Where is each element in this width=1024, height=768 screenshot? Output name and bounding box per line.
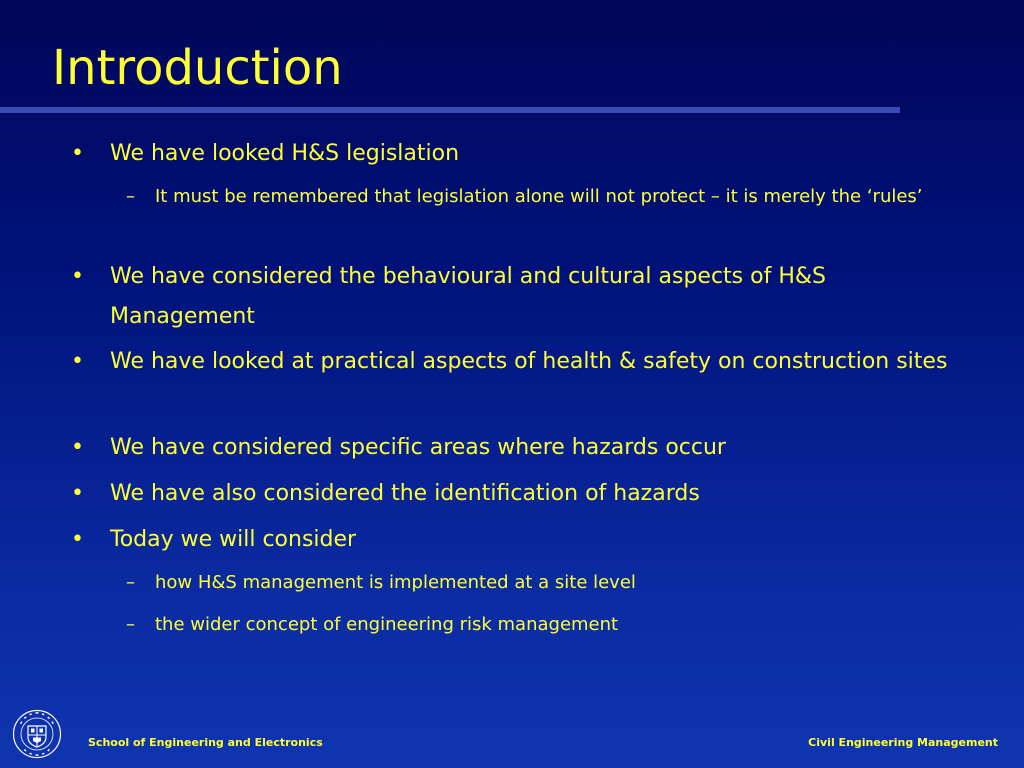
bullet-item <box>71 428 951 468</box>
bullet-text: We have considered the behavioural and cultural aspects of H&S Management <box>110 264 826 329</box>
bullet-text: We have looked H&S legislation <box>110 141 460 166</box>
sub-bullet-marker: – <box>126 614 135 635</box>
footer-school-name: School of Engineering and Electronics <box>88 736 323 749</box>
bullet-item <box>71 342 951 382</box>
sub-bullet-marker: – <box>126 572 135 593</box>
bullet-item <box>71 134 951 174</box>
bullet-marker: • <box>71 264 84 289</box>
bullet-text: We have looked at practical aspects of health & safety on construction sites <box>110 349 948 374</box>
sub-bullet-item <box>126 179 946 215</box>
university-crest-icon <box>12 709 62 759</box>
sub-bullet-item <box>126 565 946 601</box>
bullet-item <box>71 520 951 560</box>
bullet-marker: • <box>71 481 84 506</box>
bullet-item <box>71 257 951 337</box>
bullet-marker: • <box>71 141 84 166</box>
sub-bullet-marker: – <box>126 186 135 207</box>
bullet-marker: • <box>71 435 84 460</box>
bullet-text: Today we will consider <box>110 527 357 552</box>
sub-bullet-text: It must be remembered that legislation alone will not protect – it is merely the ‘rules’ <box>155 186 923 207</box>
slide-title: Introduction <box>52 40 343 96</box>
bullet-text: We have also considered the identification of hazards <box>110 481 700 506</box>
bullet-marker: • <box>71 349 84 374</box>
bullet-marker: • <box>71 527 84 552</box>
title-divider <box>0 107 900 113</box>
sub-bullet-text: the wider concept of engineering risk management <box>155 614 619 635</box>
bullet-text: We have considered specific areas where hazards occur <box>110 435 726 460</box>
bullet-item <box>71 474 951 514</box>
footer-course-name: Civil Engineering Management <box>808 736 998 749</box>
sub-bullet-text: how H&S management is implemented at a site level <box>155 572 636 593</box>
sub-bullet-item <box>126 607 946 643</box>
